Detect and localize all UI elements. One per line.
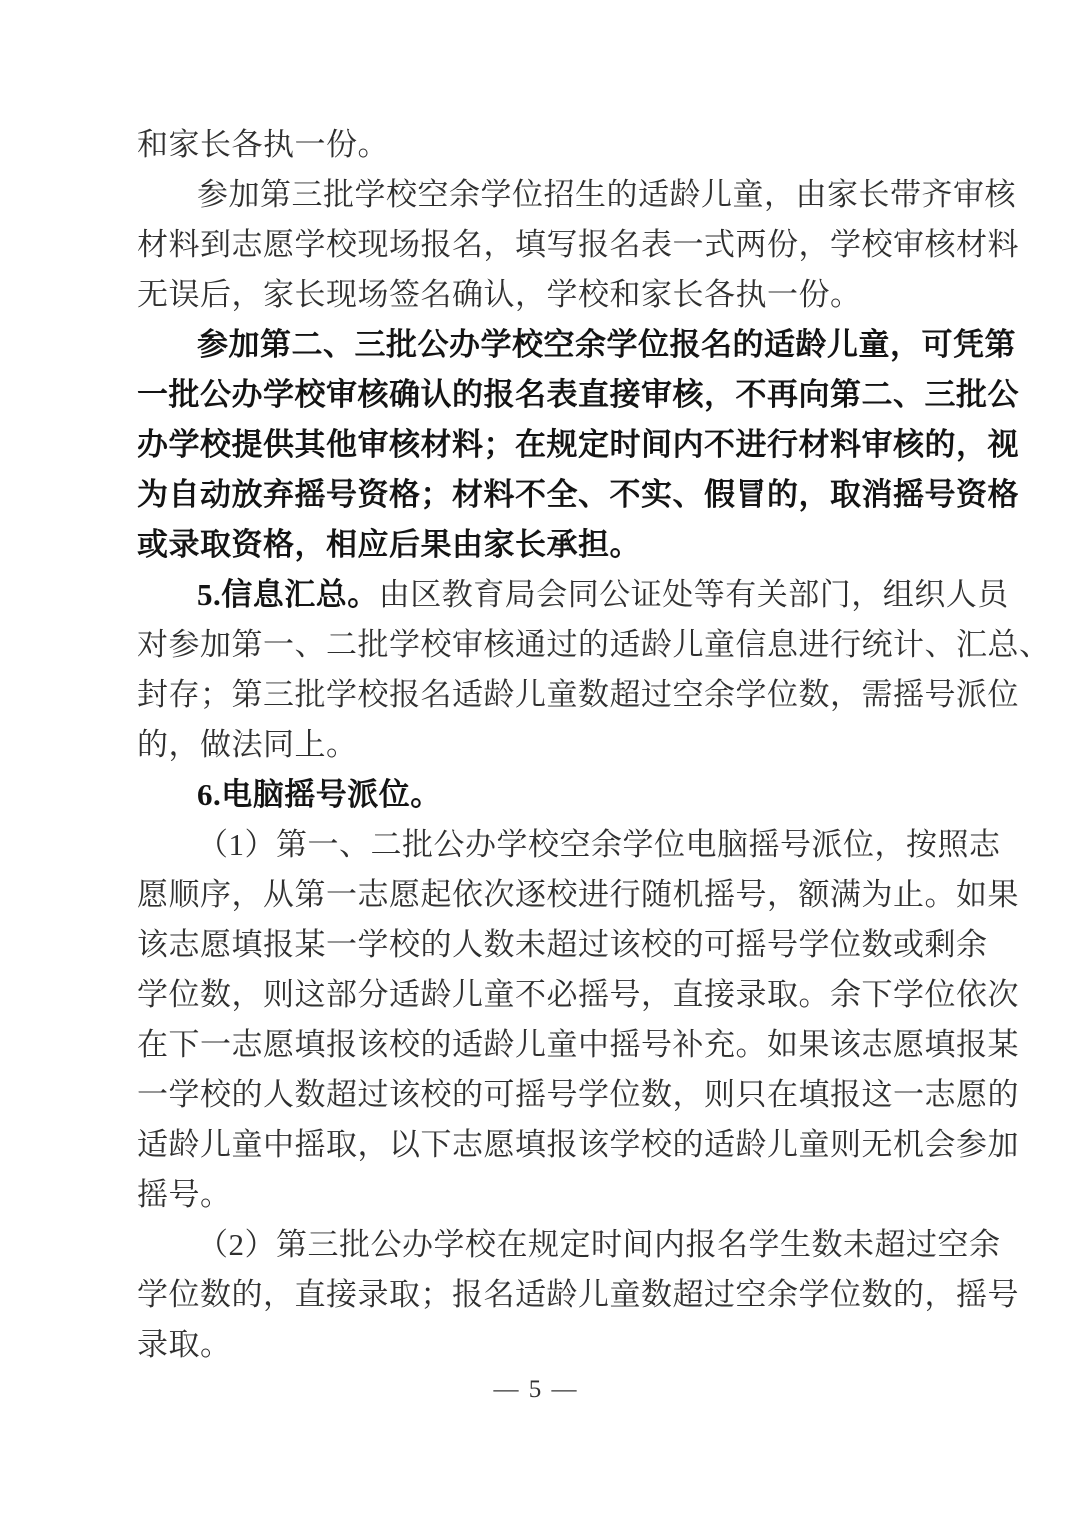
text-line-bold: 为自动放弃摇号资格；材料不全、不实、假冒的，取消摇号资格 (137, 477, 1019, 512)
text-line: 参加第三批学校空余学位招生的适龄儿童，由家长带齐审核 (197, 177, 1016, 212)
text-line-bold: 一批公办学校审核确认的报名表直接审核，不再向第二、三批公 (137, 377, 1019, 412)
text-line: 的，做法同上。 (137, 727, 358, 762)
text-line: 在下一志愿填报该校的适龄儿童中摇号补充。如果该志愿填报某 (137, 1027, 1019, 1062)
section-heading-5: 5.信息汇总。 (197, 577, 379, 612)
text-line-bold: 参加第二、三批公办学校空余学位报名的适龄儿童，可凭第 (197, 327, 1016, 362)
text-line: （2）第三批公办学校在规定时间内报名学生数未超过空余 (197, 1227, 1001, 1262)
text-line: 学位数，则这部分适龄儿童不必摇号，直接录取。余下学位依次 (137, 977, 1019, 1012)
text-line: 录取。 (137, 1327, 232, 1362)
text-line: 一学校的人数超过该校的可摇号学位数，则只在填报这一志愿的 (137, 1077, 1019, 1112)
document-text-block (137, 120, 1051, 1370)
text-line: 该志愿填报某一学校的人数未超过该校的可摇号学位数或剩余 (137, 927, 988, 962)
page-number: — 5 — (493, 1376, 579, 1403)
text-line: 材料到志愿学校现场报名，填写报名表一式两份，学校审核材料 (137, 227, 1019, 262)
text-line: 无误后，家长现场签名确认，学校和家长各执一份。 (137, 277, 862, 312)
section-heading-6: 6.电脑摇号派位。 (197, 777, 442, 812)
text-line: 封存；第三批学校报名适龄儿童数超过空余学位数，需摇号派位 (137, 677, 1019, 712)
text-line-bold: 办学校提供其他审核材料；在规定时间内不进行材料审核的，视 (137, 427, 1019, 462)
text-line: 摇号。 (137, 1177, 232, 1212)
text-line: 学位数的，直接录取；报名适龄儿童数超过空余学位数的，摇号 (137, 1277, 1019, 1312)
text-line: 对参加第一、二批学校审核通过的适龄儿童信息进行统计、汇总、 (137, 627, 1051, 662)
text-line: 和家长各执一份。 (137, 127, 389, 162)
text-segment: 由区教育局会同公证处等有关部门，组织人员 (378, 577, 1009, 612)
text-line (137, 570, 1009, 620)
text-line: （1）第一、二批公办学校空余学位电脑摇号派位，按照志 (197, 827, 1001, 862)
text-line: 愿顺序，从第一志愿起依次逐校进行随机摇号，额满为止。如果 (137, 877, 1019, 912)
text-line-bold: 或录取资格，相应后果由家长承担。 (137, 527, 641, 562)
text-line: 适龄儿童中摇取，以下志愿填报该学校的适龄儿童则无机会参加 (137, 1127, 1019, 1162)
